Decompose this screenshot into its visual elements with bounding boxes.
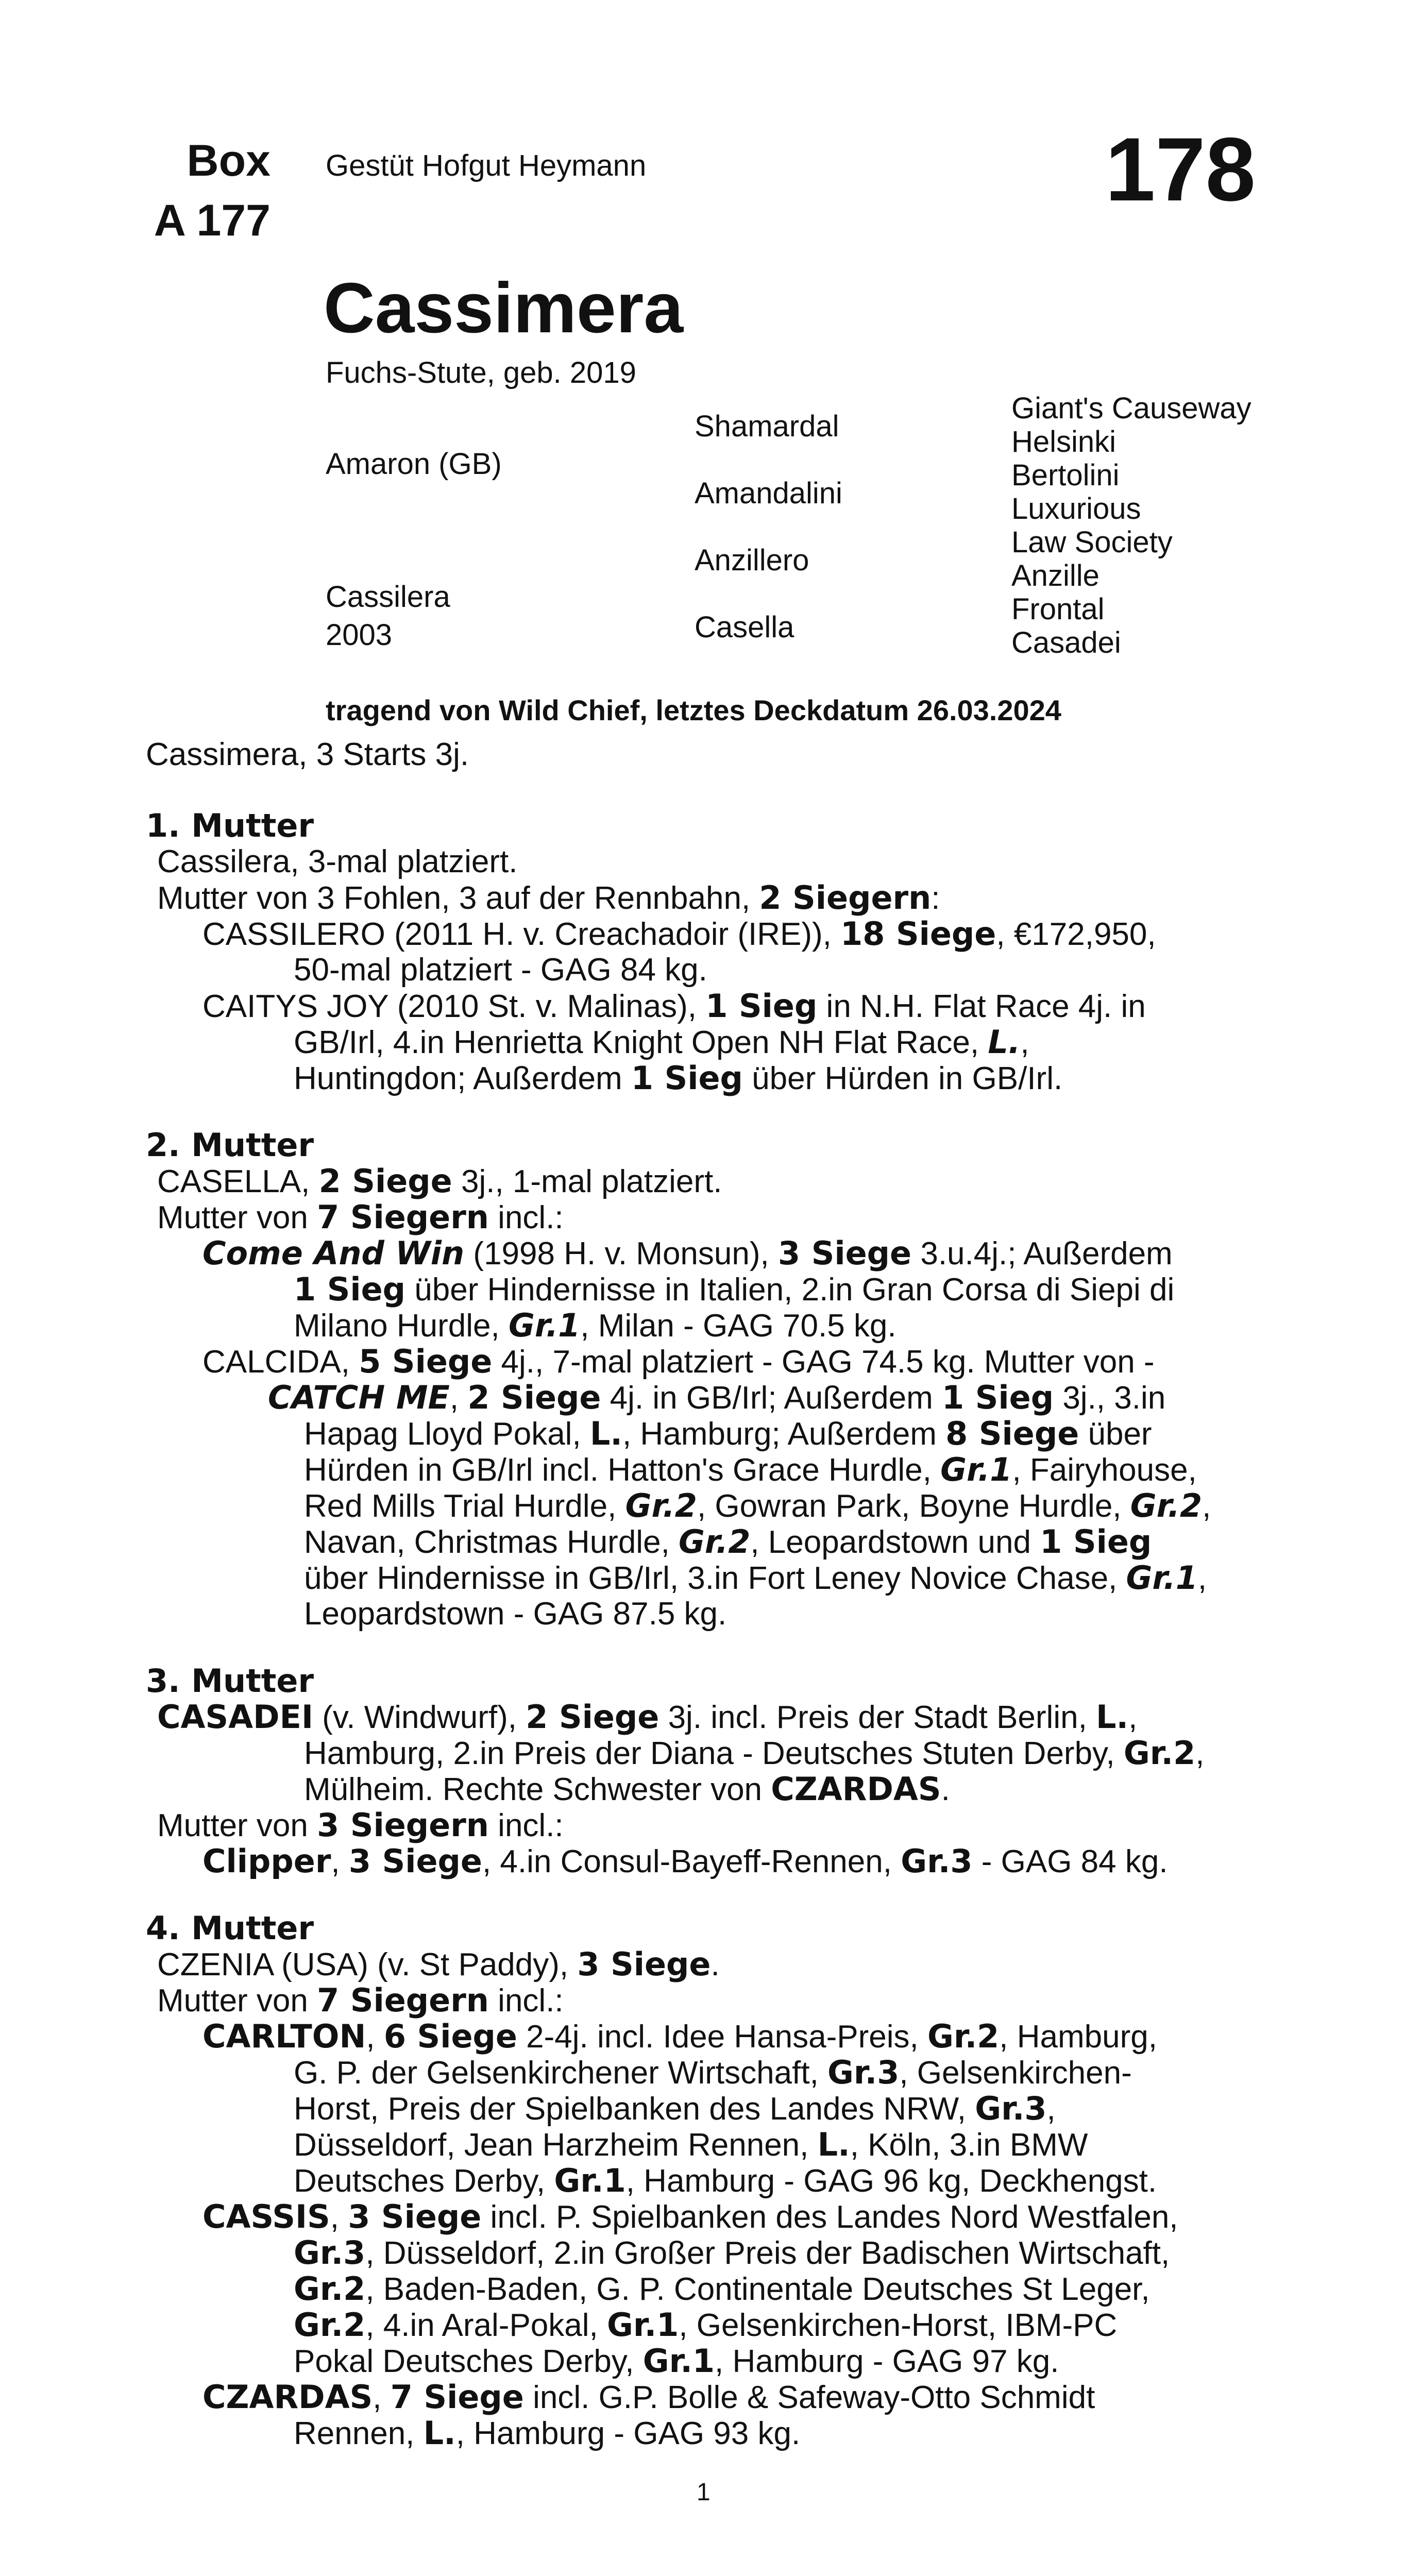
dam2-offspring-1-cont2: Milano Hurdle, Gr.1, Milan - GAG 70.5 kg. (294, 1307, 896, 1344)
pedigree-gen3-5: Law Society (1011, 526, 1173, 559)
dam3-heading: 3. Mutter (146, 1662, 314, 1700)
pedigree-gen2-3: Anzillero (695, 544, 809, 577)
dam4-offspring-2-cont-4: Pokal Deutsches Derby, Gr.1, Hamburg - GAG 97 kg. (294, 2342, 1059, 2380)
dam4-line-1: CZENIA (USA) (v. St Paddy), 3 Siege. (157, 1945, 720, 1983)
horse-name: Cassimera (324, 268, 684, 348)
dam1-heading: 1. Mutter (146, 807, 314, 844)
dam4-offspring-2: CASSIS, 3 Siege incl. P. Spielbanken des Landes Nord Westfalen, (202, 2198, 1178, 2235)
dam2-line-2: Mutter von 7 Siegern incl.: (157, 1198, 564, 1236)
dam4-offspring-1-cont-1: G. P. der Gelsenkirchener Wirtschaft, Gr.3, Gelsenkirchen- (294, 2054, 1132, 2091)
dam4-offspring-3: CZARDAS, 7 Siege incl. G.P. Bolle & Safeway-Otto Schmidt (202, 2378, 1095, 2416)
dam3-line-1-cont2: Mülheim. Rechte Schwester von CZARDAS. (304, 1770, 950, 1808)
dam4-heading: 4. Mutter (146, 1909, 314, 1947)
dam2-offspring-1: Come And Win (1998 H. v. Monsun), 3 Siege 3.u.4j.; Außerdem (202, 1234, 1173, 1272)
race-record: Cassimera, 3 Starts 3j. (146, 737, 469, 772)
dam4-line-2: Mutter von 7 Siegern incl.: (157, 1981, 564, 2019)
pedigree-gen3-3: Bertolini (1011, 459, 1120, 492)
dam2-heading: 2. Mutter (146, 1126, 314, 1164)
dam2-grandoffspring-cont-2: Hürden in GB/Irl incl. Hatton's Grace Hurdle, Gr.1, Fairyhouse, (304, 1451, 1197, 1488)
dam3-offspring-1: Clipper, 3 Siege, 4.in Consul-Bayeff-Rennen, Gr.3 - GAG 84 kg. (202, 1842, 1168, 1880)
dam4-offspring-2-cont-2: Gr.2, Baden-Baden, G. P. Continentale Deutsches St Leger, (294, 2270, 1150, 2308)
dam4-offspring-1-cont-4: Deutsches Derby, Gr.1, Hamburg - GAG 96 kg, Deckhengst. (294, 2162, 1157, 2199)
dam3-line-2: Mutter von 3 Siegern incl.: (157, 1806, 564, 1844)
dam1-offspring-2-cont2: Huntingdon; Außerdem 1 Sieg über Hürden in GB/Irl. (294, 1059, 1063, 1097)
dam1-line-1: Cassilera, 3-mal platziert. (157, 844, 518, 879)
lot-number: 178 (1105, 120, 1256, 220)
pedigree-gen3-6: Anzille (1011, 559, 1099, 592)
dam2-grandoffspring-1: CATCH ME, 2 Siege 4j. in GB/Irl; Außerdem 1 Sieg 3j., 3.in (268, 1379, 1166, 1416)
dam1-offspring-2-cont: GB/Irl, 4.in Henrietta Knight Open NH Flat Race, L., (294, 1023, 1029, 1061)
dam2-grandoffspring-cont-5: über Hindernisse in GB/Irl, 3.in Fort Leney Novice Chase, Gr.1, (304, 1559, 1207, 1597)
dam4-offspring-2-cont-1: Gr.3, Düsseldorf, 2.in Großer Preis der Badischen Wirtschaft, (294, 2234, 1170, 2272)
dam2-offspring-1-cont: 1 Sieg über Hindernisse in Italien, 2.in Gran Corsa di Siepi di (294, 1270, 1175, 1308)
pedigree-gen3-2: Helsinki (1011, 425, 1117, 459)
pedigree-gen3-1: Giant's Causeway (1011, 392, 1251, 425)
page-number: 1 (697, 2479, 711, 2506)
dam1-offspring-1: CASSILERO (2011 H. v. Creachadoir (IRE)), 18 Siege, €172,950, (202, 915, 1156, 953)
dam2-line-1: CASELLA, 2 Siege 3j., 1-mal platziert. (157, 1162, 722, 1200)
pedigree-dam: Cassilera (326, 580, 450, 614)
dam1-offspring-2: CAITYS JOY (2010 St. v. Malinas), 1 Sieg in N.H. Flat Race 4j. in (202, 987, 1146, 1025)
dam2-grandoffspring-cont-4: Navan, Christmas Hurdle, Gr.2, Leopardstown und 1 Sieg (304, 1523, 1152, 1561)
pedigree-gen3-7: Frontal (1011, 592, 1105, 626)
dam2-grandoffspring-cont-1: Hapag Lloyd Pokal, L., Hamburg; Außerdem 8 Siege über (304, 1415, 1152, 1452)
pedigree-gen2-2: Amandalini (695, 477, 842, 510)
covering-note: tragend von Wild Chief, letztes Deckdatum 26.03.2024 (326, 694, 1061, 726)
dam3-line-1-cont: Hamburg, 2.in Preis der Diana - Deutsches Stuten Derby, Gr.2, (304, 1734, 1205, 1772)
dam1-line-2: Mutter von 3 Fohlen, 3 auf der Rennbahn, 2 Siegern: (157, 879, 940, 917)
pedigree-dam-year: 2003 (326, 618, 393, 652)
horse-description: Fuchs-Stute, geb. 2019 (326, 356, 636, 389)
box-label: Box (187, 136, 270, 185)
dam3-line-1: CASADEI (v. Windwurf), 2 Siege 3j. incl. Preis der Stadt Berlin, L., (157, 1698, 1138, 1736)
box-number: A 177 (154, 196, 270, 245)
pedigree-gen2-4: Casella (695, 611, 794, 644)
dam4-offspring-3-cont: Rennen, L., Hamburg - GAG 93 kg. (294, 2414, 801, 2452)
dam2-grandoffspring-cont-3: Red Mills Trial Hurdle, Gr.2, Gowran Park, Boyne Hurdle, Gr.2, (304, 1487, 1211, 1524)
pedigree-gen3-4: Luxurious (1011, 492, 1141, 526)
pedigree-gen3-8: Casadei (1011, 626, 1121, 659)
dam4-offspring-2-cont-3: Gr.2, 4.in Aral-Pokal, Gr.1, Gelsenkirchen-Horst, IBM-PC (294, 2306, 1118, 2344)
dam2-offspring-2: CALCIDA, 5 Siege 4j., 7-mal platziert - GAG 74.5 kg. Mutter von - (202, 1343, 1155, 1380)
pedigree-gen2-1: Shamardal (695, 410, 839, 443)
dam4-offspring-1-cont-2: Horst, Preis der Spielbanken des Landes NRW, Gr.3, (294, 2090, 1056, 2127)
dam2-grandoffspring-cont-6: Leopardstown - GAG 87.5 kg. (304, 1596, 727, 1632)
pedigree-sire: Amaron (GB) (326, 447, 502, 481)
dam4-offspring-1-cont-3: Düsseldorf, Jean Harzheim Rennen, L., Köln, 3.in BMW (294, 2126, 1088, 2163)
breeder-name: Gestüt Hofgut Heymann (326, 149, 647, 182)
dam1-offspring-1-cont: 50-mal platziert - GAG 84 kg. (294, 952, 707, 988)
dam4-offspring-1: CARLTON, 6 Siege 2-4j. incl. Idee Hansa-Preis, Gr.2, Hamburg, (202, 2018, 1157, 2055)
